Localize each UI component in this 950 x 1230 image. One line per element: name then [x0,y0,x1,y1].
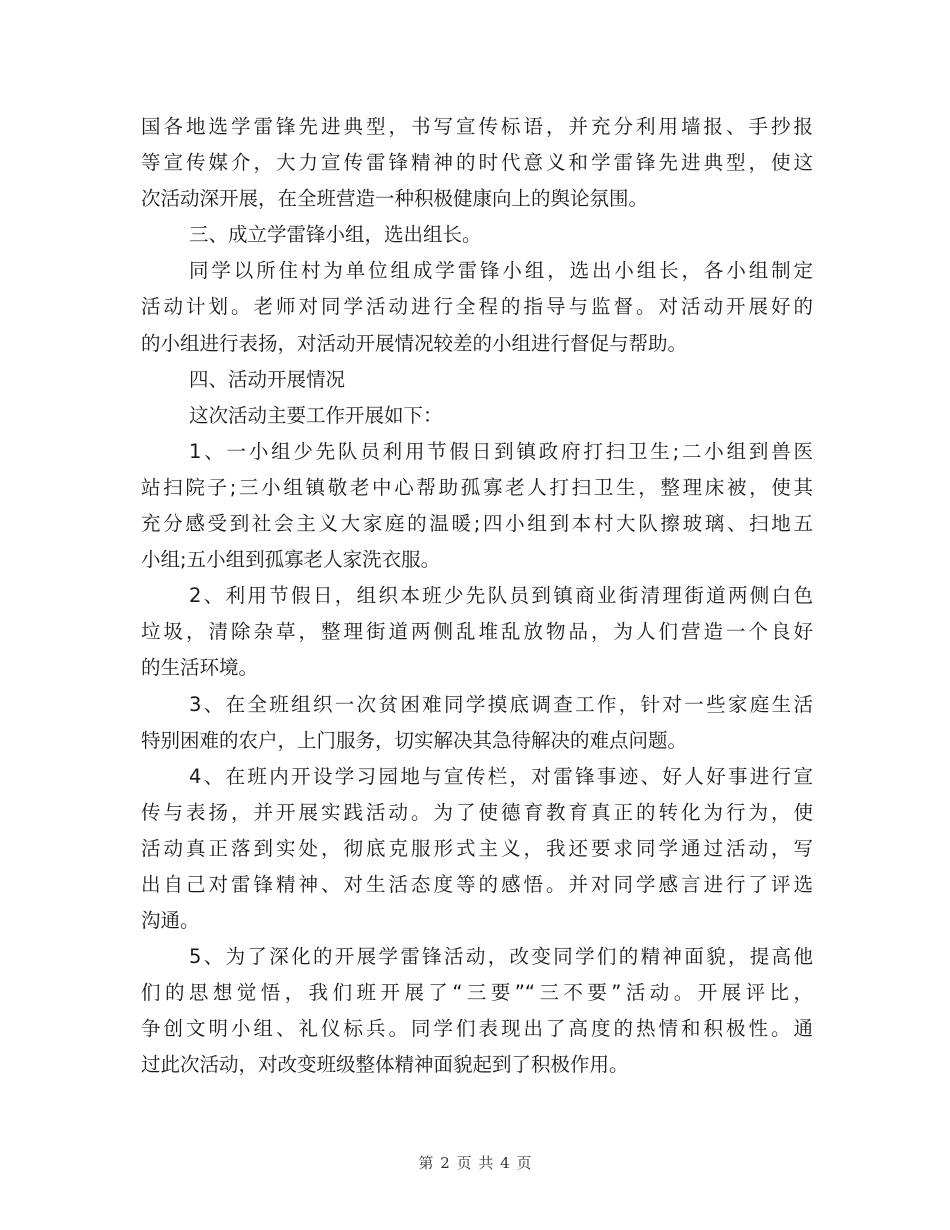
text-line: 过此次活动，对改变班级整体精神面貌起到了积极作用。 [141,1053,629,1077]
text-line: 出自己对雷锋精神、对生活态度等的感悟。并对同学感言进行了评选 [141,872,813,896]
text-line: 活动真正落到实处，彻底克服形式主义，我还要求同学通过活动，写 [141,836,813,860]
list-item-5: 5、为了深化的开展学雷锋活动，改变同学们的精神面貌，提高他 [189,945,813,969]
text-line: 垃圾，清除杂草，整理街道两侧乱堆乱放物品，为人们营造一个良好 [141,620,813,644]
document-body [141,109,813,1084]
text-line: 传与表扬，并开展实践活动。为了使德育教育真正的转化为行为，使 [141,800,813,824]
text-line: 次活动深开展，在全班营造一种积极健康向上的舆论氛围。 [141,187,649,211]
page-number: 第 2 页 共 4 页 [418,1154,532,1172]
text-line: 争创文明小组、礼仪标兵。同学们表现出了高度的热情和积极性。通 [141,1017,813,1041]
text-line: 这次活动主要工作开展如下： [189,403,443,427]
text-line: 们的思想觉悟，我们班开展了“三要”“三不要”活动。开展评比， [141,981,813,1005]
list-item-3: 3、在全班组织一次贫困难同学摸底调查工作，针对一些家庭生活 [189,692,813,716]
text-line: 的生活环境。 [141,656,259,680]
list-item-4: 4、在班内开设学习园地与宣传栏，对雷锋事迹、好人好事进行宣 [189,764,813,788]
list-item-1: 1、一小组少先队员利用节假日到镇政府打扫卫生;二小组到兽医 [189,439,813,463]
text-line: 活动计划。老师对同学活动进行全程的指导与监督。对活动开展好的 [141,295,813,319]
text-line: 国各地选学雷锋先进典型，书写宣传标语，并充分利用墙报、手抄报 [141,115,813,138]
list-item-2: 2、利用节假日，组织本班少先队员到镇商业街清理街道两侧白色 [189,584,813,608]
text-line: 站扫院子;三小组镇敬老中心帮助孤寡老人打扫卫生，整理床被，使其 [141,475,813,499]
section-heading: 三、成立学雷锋小组，选出组长。 [189,223,482,247]
text-line: 小组;五小组到孤寡老人家洗衣服。 [141,548,441,572]
section-heading: 四、活动开展情况 [189,367,346,391]
text-line: 等宣传媒介，大力宣传雷锋精神的时代意义和学雷锋先进典型，使这 [141,151,813,175]
text-line: 充分感受到社会主义大家庭的温暖;四小组到本村大队擦玻璃、扫地五 [141,512,813,536]
text-line: 同学以所住村为单位组成学雷锋小组，选出小组长，各小组制定 [189,259,813,283]
text-line: 特别困难的农户，上门服务，切实解决其急待解决的难点问题。 [141,728,688,752]
text-line: 沟通。 [141,909,200,933]
text-line: 的小组进行表扬，对活动开展情况较差的小组进行督促与帮助。 [141,331,688,355]
